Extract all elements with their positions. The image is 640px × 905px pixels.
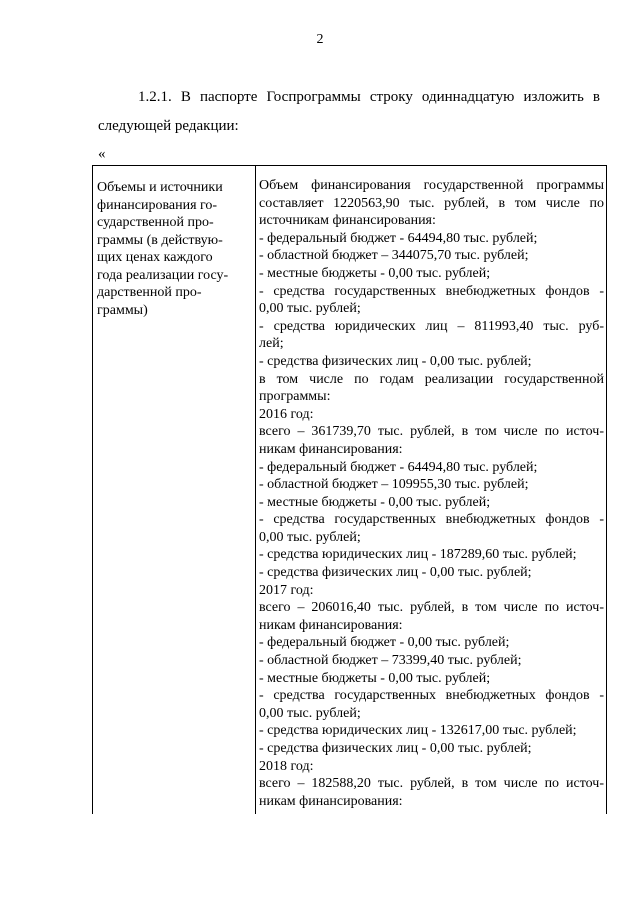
column-divider [255,166,256,814]
value-line: - средства государственных внебюджетных фондов - [259,688,604,704]
value-line: никам финансирования: [259,441,403,457]
table-value-cell [259,177,604,810]
value-line: в том числе по годам реализации государственной [259,371,604,387]
header-line: дарственной про- [97,285,202,300]
opening-quote-mark: « [98,146,106,162]
value-line: 0,00 тыс. рублей; [259,705,361,721]
value-line: 0,00 тыс. рублей; [259,529,361,545]
value-line: - средства физических лиц - 0,00 тыс. рублей; [259,353,532,369]
intro-paragraph-line-2: следующей редакции: [98,118,239,134]
value-line: - федеральный бюджет - 64494,80 тыс. рублей; [259,230,538,246]
value-line: - областной бюджет – 109955,30 тыс. рублей; [259,477,529,493]
value-line: - федеральный бюджет - 64494,80 тыс. рублей; [259,459,538,475]
value-line: - местные бюджеты - 0,00 тыс. рублей; [259,670,491,686]
page-number: 2 [316,32,324,47]
value-line: - местные бюджеты - 0,00 тыс. рублей; [259,265,491,281]
value-line: - средства физических лиц - 0,00 тыс. рублей; [259,741,532,756]
value-line: всего – 182588,20 тыс. рублей, в том числе по источ- [259,776,604,792]
header-line: щих ценах каждого [97,250,213,265]
value-line: - местные бюджеты - 0,00 тыс. рублей; [259,494,491,510]
intro-paragraph-line-1: 1.2.1. В паспорте Госпрограммы строку одиннадцатую изложить в [138,89,600,105]
header-line: граммы (в действую- [97,232,223,248]
value-line: - средства юридических лиц - 132617,00 тыс. рублей; [259,723,577,739]
value-line: составляет 1220563,90 тыс. рублей, в том числе по [259,195,604,211]
value-line: 2018 год: [259,758,314,774]
value-line: всего – 361739,70 тыс. рублей, в том числе по источ- [259,424,604,440]
table-row-header-cell [97,179,249,319]
value-line: программы: [259,389,331,405]
value-line: Объем финансирования государственной программы [259,178,604,193]
value-line: 2017 год: [259,582,314,598]
header-line: сударственной про- [97,215,214,230]
header-line: граммы) [97,302,148,318]
value-line: - федеральный бюджет - 0,00 тыс. рублей; [259,635,510,651]
value-line: - средства государственных внебюджетных фондов - [259,512,604,528]
value-line: всего – 206016,40 тыс. рублей, в том числе по источ- [259,600,604,616]
value-line: лей; [259,336,284,352]
header-line: года реализации госу- [97,267,229,283]
value-line: 2016 год: [259,406,314,422]
value-line: - средства государственных внебюджетных фондов - [259,283,604,299]
value-line: 0,00 тыс. рублей; [259,301,361,317]
financing-table [92,165,607,814]
value-line: - областной бюджет – 344075,70 тыс. рублей; [259,248,529,264]
value-line: - средства юридических лиц - 187289,60 тыс. рублей; [259,547,577,563]
value-line: - средства физических лиц - 0,00 тыс. рублей; [259,565,532,581]
header-line: финансирования го- [97,197,218,213]
header-line: Объемы и источники [97,180,223,195]
value-line: источникам финансирования: [259,213,436,229]
value-line: - областной бюджет – 73399,40 тыс. рублей; [259,653,522,669]
value-line: никам финансирования: [259,617,403,633]
value-line: - средства юридических лиц – 811993,40 тыс. руб- [259,318,604,334]
value-line: никам финансирования: [259,793,403,809]
